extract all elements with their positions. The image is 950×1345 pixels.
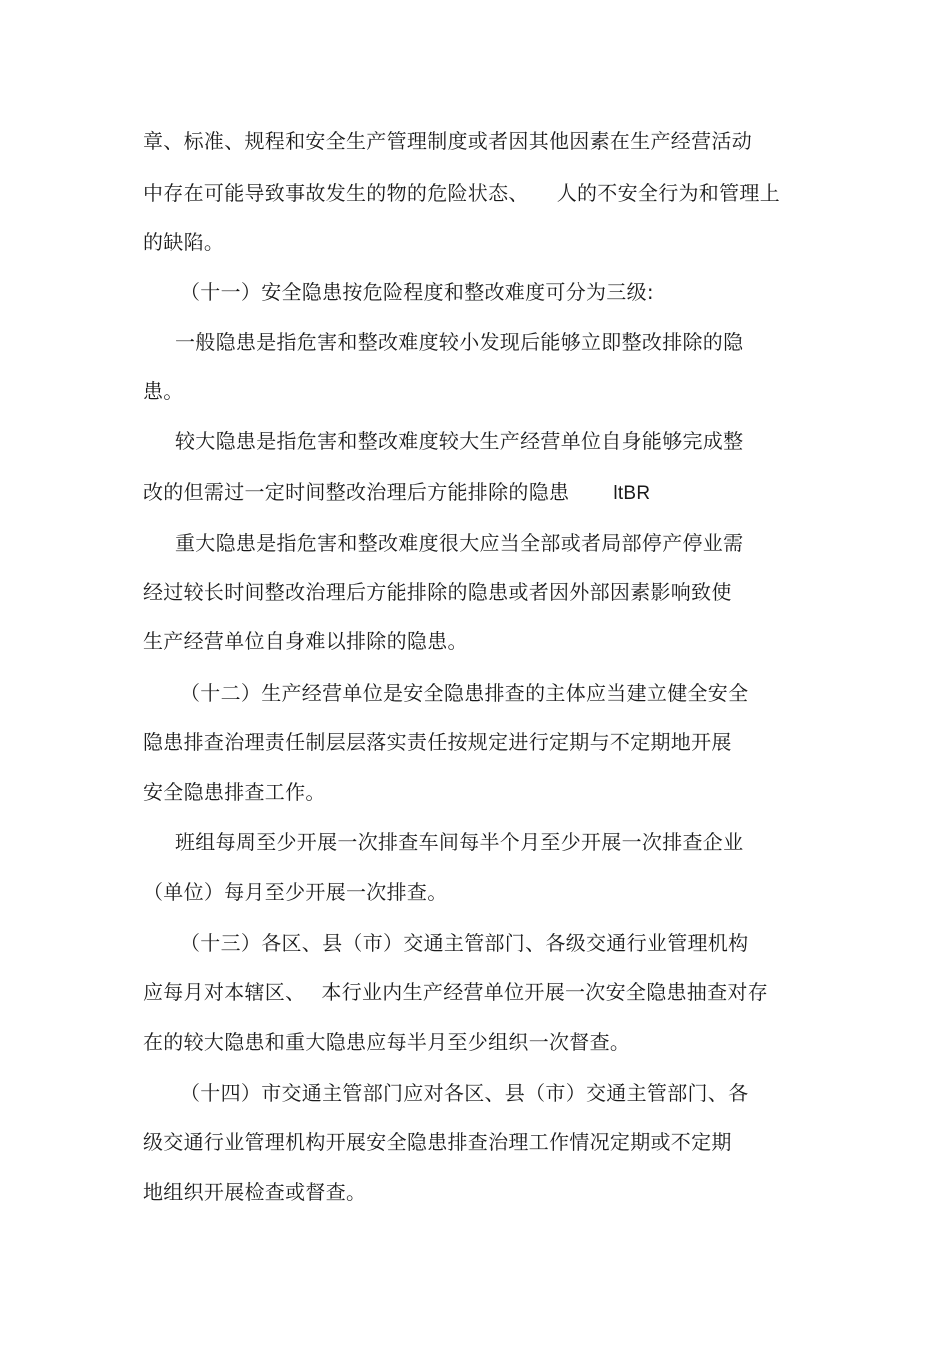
text-line: [143, 779, 326, 805]
text-segment: 改的但需过一定时间整改治理后方能排除的隐患: [143, 480, 570, 504]
text-segment: 患。: [143, 379, 184, 403]
text-segment: （十四）市交通主管部门应对各区、县（市）交通主管部门、各: [180, 1081, 749, 1105]
text-segment: 重大隐患是指危害和整改难度很大应当全部或者局部停产停业需: [175, 531, 744, 555]
text-segment: 应每月对本辖区、: [143, 980, 306, 1004]
text-line: [143, 479, 650, 507]
text-line: [143, 628, 468, 654]
text-segment: 较大隐患是指危害和整改难度较大生产经营单位自身能够完成整: [175, 429, 744, 453]
text-line: [175, 428, 743, 454]
paragraph-heading: [180, 930, 748, 956]
paragraph-heading: [180, 1080, 748, 1106]
paragraph-heading: [180, 279, 654, 305]
text-segment: 章、标准、规程和安全生产管理制度或者因其他因素在生产经营活动: [143, 129, 752, 153]
paragraph-heading: [180, 680, 748, 706]
text-segment: 级交通行业管理机构开展安全隐患排查治理工作情况定期或不定期: [143, 1130, 732, 1154]
text-segment: （单位）每月至少开展一次排查。: [143, 880, 448, 904]
text-segment: 地组织开展检查或督查。: [143, 1180, 367, 1204]
text-segment: 隐患排查治理责任制层层落实责任按规定进行定期与不定期地开展: [143, 730, 732, 754]
text-segment: 中存在可能导致事故发生的物的危险状态、: [143, 181, 529, 205]
text-line: [143, 128, 752, 154]
text-segment: 一般隐患是指危害和整改难度较小发现后能够立即整改排除的隐: [175, 330, 744, 354]
text-segment: 经过较长时间整改治理后方能排除的隐患或者因外部因素影响致使: [143, 580, 732, 604]
text-segment: 班组每周至少开展一次排查车间每半个月至少开展一次排查企业: [175, 830, 744, 854]
text-line: [175, 329, 743, 355]
text-segment: 在的较大隐患和重大隐患应每半月至少组织一次督查。: [143, 1030, 631, 1054]
text-segment: 生产经营单位自身难以排除的隐患。: [143, 629, 468, 653]
text-segment: 人的不安全行为和管理上: [556, 181, 781, 205]
text-line: [143, 729, 732, 755]
ocr-artifact-text: ltBR: [613, 483, 651, 504]
text-line: [143, 378, 184, 404]
text-segment: 的缺陷。: [143, 230, 225, 254]
text-line: [175, 829, 743, 855]
text-segment: 安全隐患排查工作。: [143, 780, 326, 804]
text-line: [143, 1029, 630, 1055]
text-line: [143, 1129, 732, 1155]
text-segment: （十三）各区、县（市）交通主管部门、各级交通行业管理机构: [180, 931, 749, 955]
text-segment: （十二）生产经营单位是安全隐患排查的主体应当建立健全安全: [180, 681, 749, 705]
text-line: [143, 180, 780, 206]
text-segment: （十一）安全隐患按危险程度和整改难度可分为三级:: [180, 280, 654, 304]
text-line: [143, 1179, 366, 1205]
text-line: [143, 879, 448, 905]
text-line: [143, 229, 224, 255]
text-segment: 本行业内生产经营单位开展一次安全隐患抽查对存: [321, 980, 769, 1004]
text-line: [143, 979, 768, 1005]
text-line: [175, 530, 743, 556]
text-line: [143, 579, 732, 605]
